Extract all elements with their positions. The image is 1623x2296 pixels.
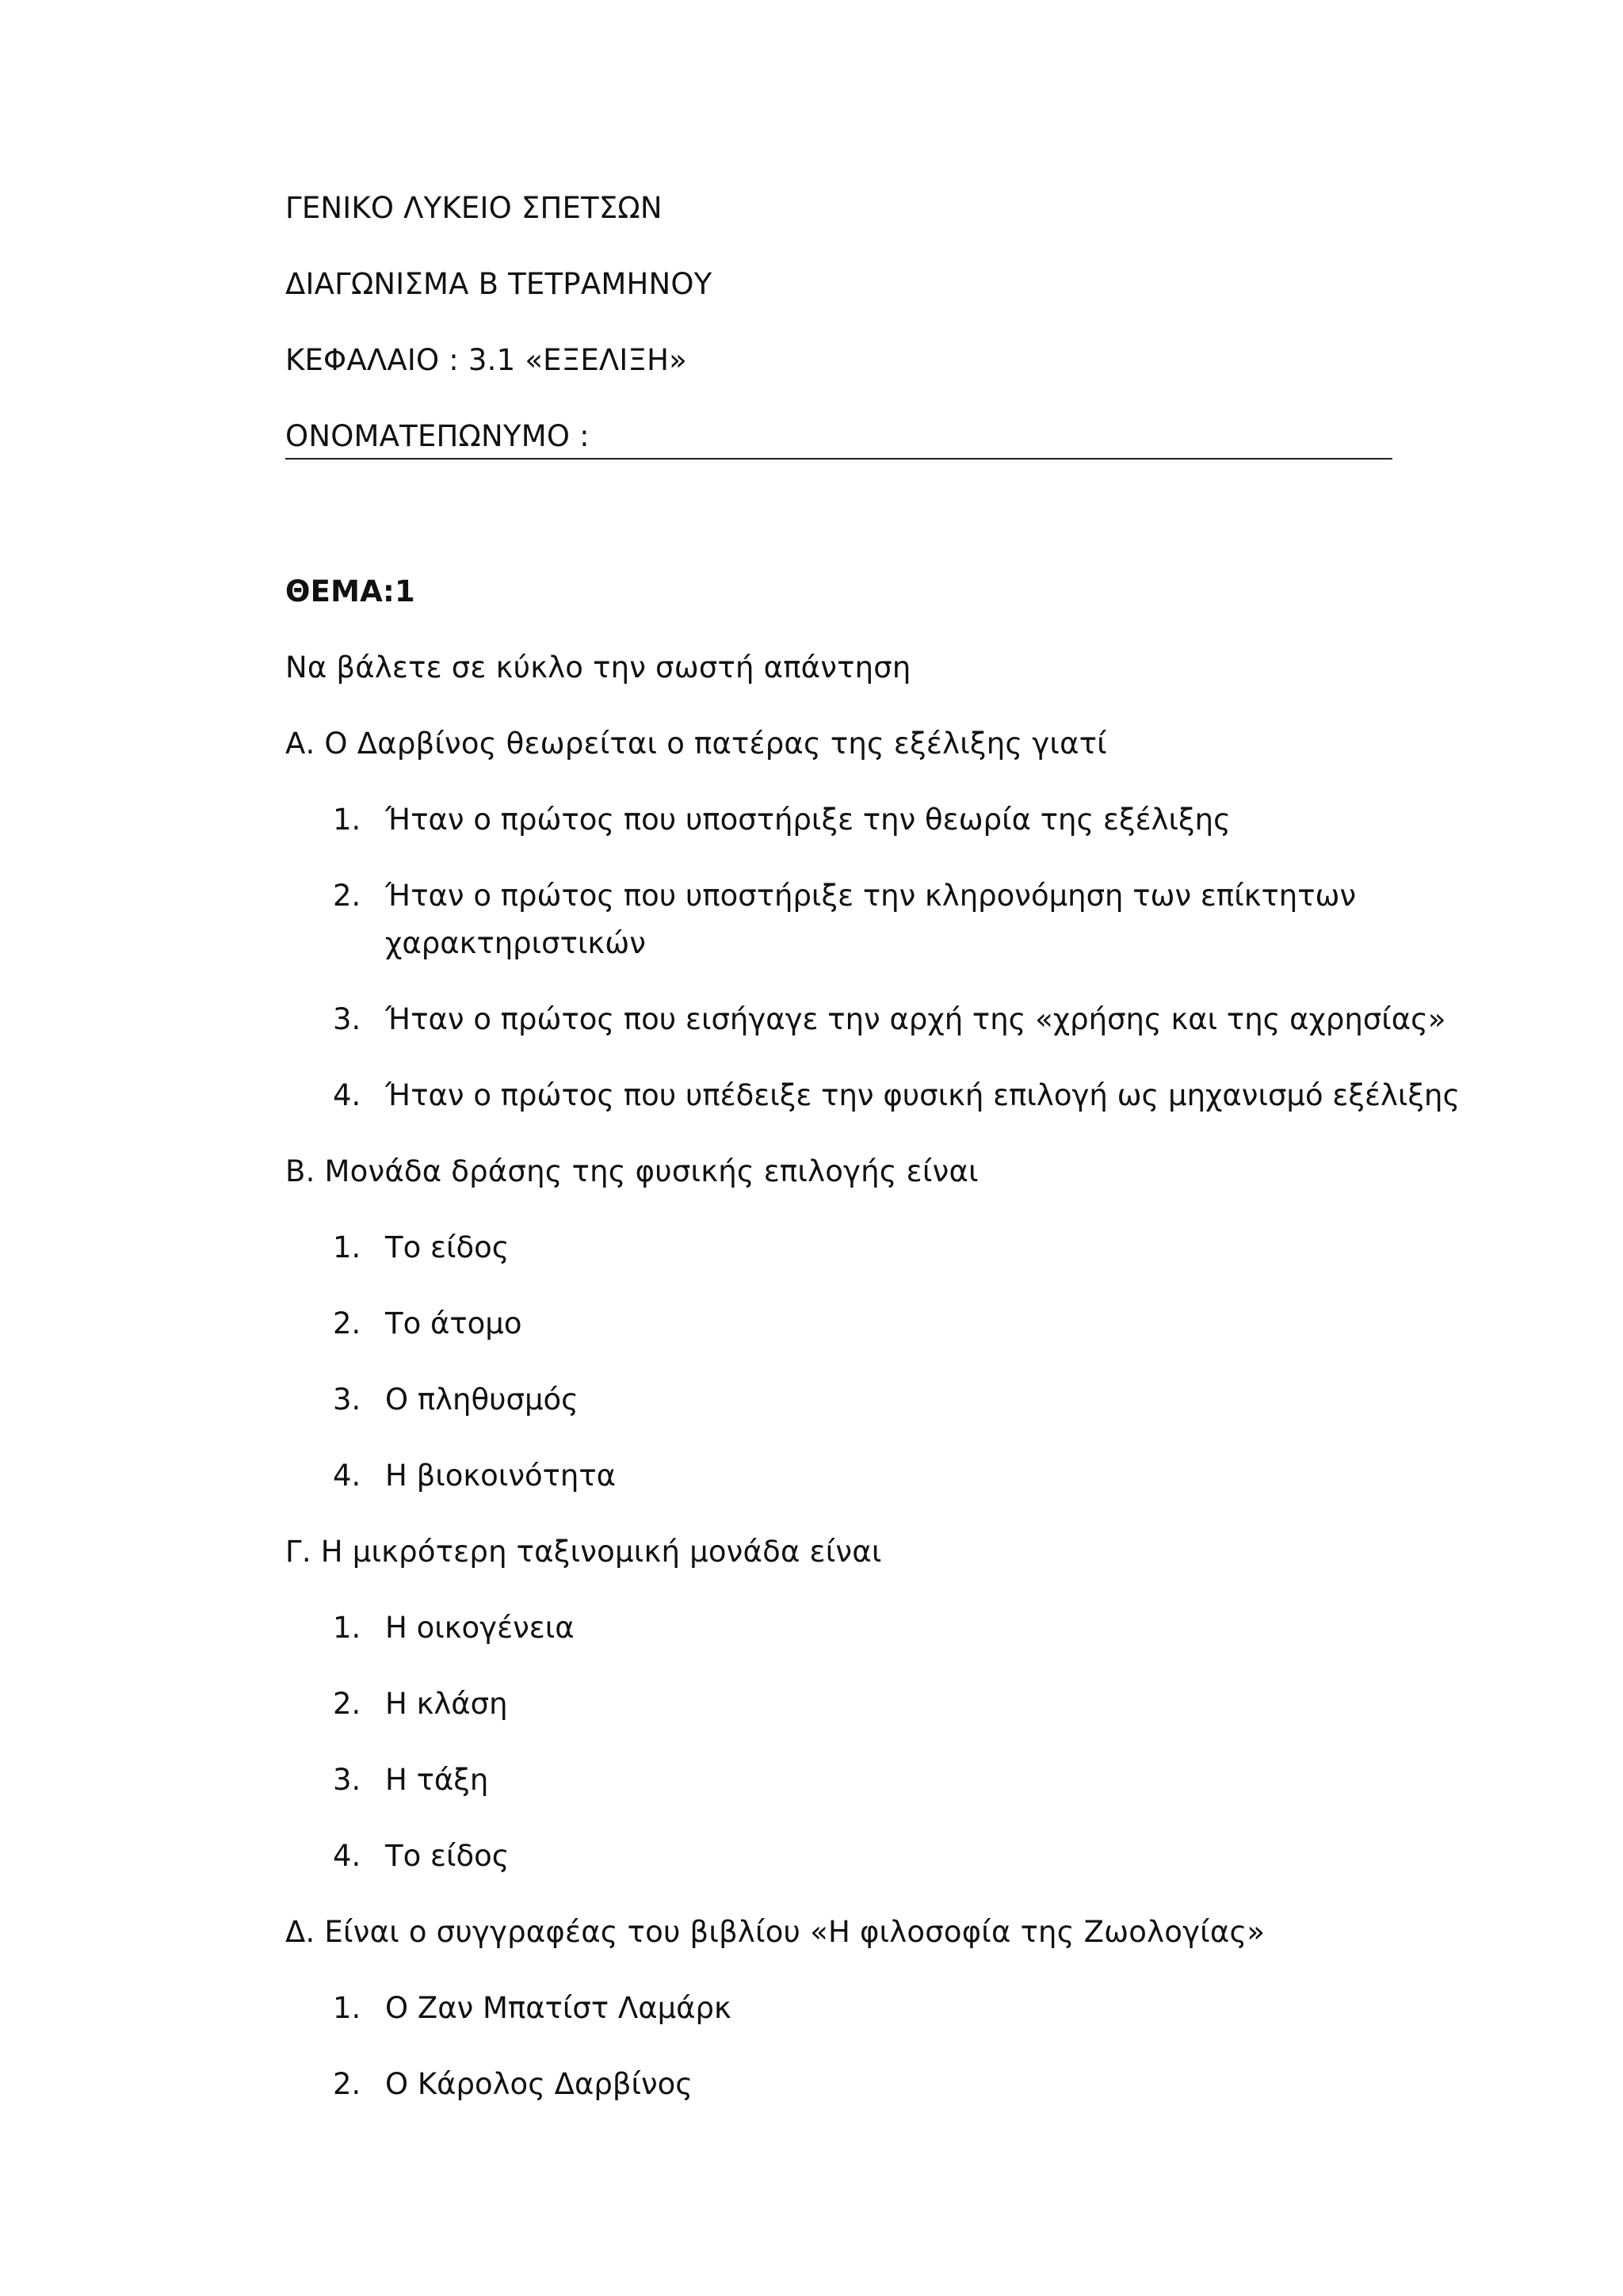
question-stem: Δ. Είναι ο συγγραφέας του βιβλίου «Η φιλοσοφία της Ζωολογίας» [285,1915,1266,1949]
answer-option [333,2065,693,2104]
option-number: 2. [333,2067,361,2101]
answer-option [333,1076,1460,1116]
question-stem: Β. Μονάδα δράσης της φυσικής επιλογής είναι [285,1154,979,1188]
option-number: 3. [333,1383,361,1417]
option-text-continuation: χαρακτηριστικών [385,926,646,960]
school-name: ΓΕΝΙΚΟ ΛΥΚΕΙΟ ΣΠΕΤΣΩΝ [285,191,663,225]
answer-option [333,1836,510,1876]
answer-option [333,1000,1446,1039]
answer-option [333,1608,575,1648]
option-text: Ο πληθυσμός [385,1383,579,1417]
option-text: Το άτομο [385,1306,522,1341]
option-number: 1. [333,1611,361,1645]
option-number: 4. [333,1459,361,1493]
option-text: Ήταν ο πρώτος που υποστήριξε την κληρονόμηση των επίκτητων [385,879,1357,913]
option-text: Ήταν ο πρώτος που υποστήριξε την θεωρία της εξέλιξης [385,803,1231,837]
question-stem: Γ. Η μικρότερη ταξινομική μονάδα είναι [285,1535,882,1569]
question-stem: Α. Ο Δαρβίνος θεωρείται ο πατέρας της εξέλιξης γιατί [285,727,1107,761]
option-text: Η οικογένεια [385,1611,575,1645]
option-number: 3. [333,1763,361,1797]
option-number: 2. [333,1687,361,1721]
option-text: Ήταν ο πρώτος που εισήγαγε την αρχή της «χρήσης και της αχρησίας» [385,1002,1446,1036]
option-text: Το είδος [385,1839,510,1873]
option-number: 4. [333,1839,361,1873]
topic-title: ΘΕΜΑ:1 [285,574,415,608]
answer-option [333,1228,510,1268]
answer-option [333,876,1356,916]
option-number: 1. [333,1991,361,2025]
option-number: 2. [333,879,361,913]
exam-title: ΔΙΑΓΩΝΙΣΜΑ Β ΤΕΤΡΑΜΗΝΟΥ [285,267,712,301]
option-text: Η βιοκοινότητα [385,1459,617,1493]
option-number: 1. [333,1230,361,1264]
option-text: Η τάξη [385,1763,489,1797]
option-text: Ήταν ο πρώτος που υπέδειξε την φυσική επιλογή ως μηχανισμό εξέλιξης [385,1078,1461,1112]
option-text: Ο Κάρολος Δαρβίνος [385,2067,693,2101]
option-number: 3. [333,1002,361,1036]
option-number: 1. [333,803,361,837]
name-label: ΟΝΟΜΑΤΕΠΩΝΥΜΟ : [285,419,590,453]
answer-option [333,1304,521,1344]
answer-option [333,1456,616,1496]
option-text: Η κλάση [385,1687,508,1721]
answer-option [333,800,1231,840]
name-underline [285,458,1392,460]
answer-option [333,1760,488,1800]
option-text: Ο Ζαν Μπατίστ Λαμάρκ [385,1991,731,2025]
chapter-title: ΚΕΦΑΛΑΙΟ : 3.1 «ΕΞΕΛΙΞΗ» [285,343,687,377]
answer-option [333,1380,579,1420]
option-number: 2. [333,1306,361,1341]
option-number: 4. [333,1078,361,1112]
topic-instruction: Να βάλετε σε κύκλο την σωστή απάντηση [285,650,911,685]
answer-option [333,1684,508,1724]
option-text: Το είδος [385,1230,510,1264]
answer-option [333,1989,731,2028]
